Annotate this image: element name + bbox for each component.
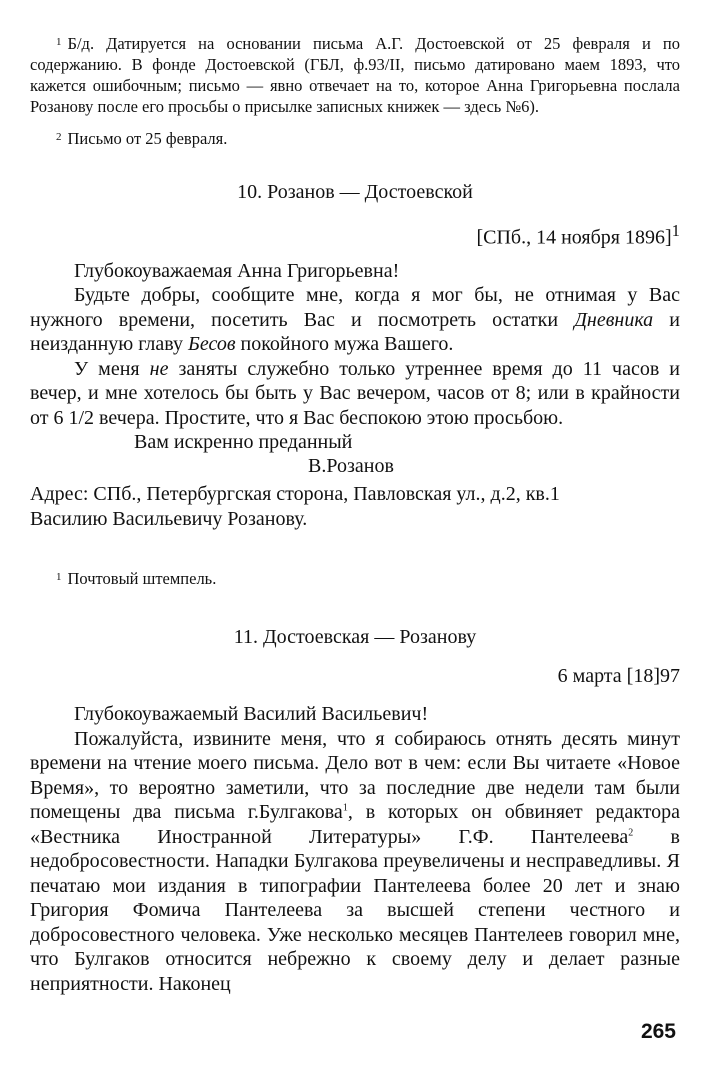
footnote-ref: 1 — [671, 221, 680, 240]
footnote-text: Почтовый штемпель. — [67, 569, 217, 589]
footnote-mark: 1 — [56, 571, 62, 584]
text-run: вечера. Простите, что я Вас беспокою этою просьбою. — [94, 406, 564, 429]
letter-10-salutation: Глубокоуважаемая Анна Григорьевна! — [74, 259, 400, 282]
footnote-postmark — [30, 567, 680, 589]
letter-11-heading: 11. Достоевская — Розанову — [233, 626, 477, 649]
letter-10-heading: 10. Розанов — Достоевской — [237, 181, 473, 203]
text-run: , в которых он обвиняет редактора «Вестника Иностранной Литературы» Г.Ф. Пантелеева — [30, 801, 680, 848]
text-run: и неизданную главу — [30, 308, 680, 356]
letter-10-date-text: [СПб., 14 ноября 1896] — [476, 226, 672, 249]
footnote-ref: 1 — [342, 802, 348, 814]
footnote-2 — [30, 127, 680, 149]
letter-10-date — [30, 219, 680, 250]
footnote-mark: 1 — [56, 36, 62, 48]
letter-11-paragraph-1 — [30, 727, 680, 997]
footnote-ref: 2 — [628, 827, 634, 838]
italic-word: не — [149, 357, 169, 380]
text-run: Пожалуйста, извините меня, что я собираюсь отнять десять минут времени на чтение моего письма. Дело вот в чем: если Вы читаете «Новое Время», то вероятно заметили, что за последние две недели там были помещены два письма г.Булгакова — [30, 727, 680, 824]
footnote-1 — [30, 32, 680, 117]
text-run: в недобросовестности. Нападки Булгакова преувеличены и несправедливы. Я печатаю мои издания в типографии Пантелеева более 20 лет и знаю Григория Фомича Пантелеева за высшей степени честного и добросовестного человека. Уже несколько месяцев Пантелеев говорил мне, что Булгаков относится небрежно к своему делу и делает разные неприятности. Наконец — [30, 825, 680, 995]
text-run: заняты служебно только утреннее время до 11 часов и вечер, и мне хотелось бы быть у Вас вечером, часов от 8; или в крайности от 6 — [30, 357, 680, 429]
page-content — [30, 32, 680, 996]
letter-10-signature: В.Розанов — [308, 455, 394, 478]
footnote-text: Письмо от 25 февраля. — [67, 129, 228, 148]
page-number: 265 — [640, 1020, 676, 1043]
letter-10-closing: Вам искренно преданный — [134, 431, 353, 454]
letter-11-salutation: Глубокоуважаемый Василий Васильевич! — [74, 703, 429, 726]
fraction: 1/2 — [68, 406, 95, 429]
text-run: покойного мужа Вашего. — [235, 333, 454, 356]
letter-11-date: 6 марта [18]97 — [557, 665, 680, 688]
footnote-text: Б/д. Датируется на основании письма А.Г. Достоевской от 25 февраля и по содержанию. В фонде Достоевской (ГБЛ, ф.93/II, письмо датировано маем 1893, что кажется ошибочным; письмо — явно отвечает на то, которое Анна Григорьевна послала Розанову после его просьбы о присылке записных книжек — здесь №6). — [30, 34, 680, 116]
letter-10-paragraph-1 — [30, 283, 680, 357]
italic-title: Бесов — [188, 333, 236, 356]
italic-title: Дневника — [574, 308, 654, 331]
text-run: У меня — [74, 357, 150, 380]
letter-10-paragraph-2 — [30, 357, 680, 431]
letter-10-address-1: Адрес: СПб., Петербургская сторона, Павловская ул., д.2, кв.1 — [30, 483, 560, 506]
footnote-mark: 2 — [56, 131, 62, 143]
text-run: Будьте добры, сообщите мне, когда я мог бы, не отнимая у Вас нужного времени, посетить Вас и посмотреть остатки — [30, 284, 680, 331]
letter-10-address-2: Василию Васильевичу Розанову. — [30, 507, 308, 530]
